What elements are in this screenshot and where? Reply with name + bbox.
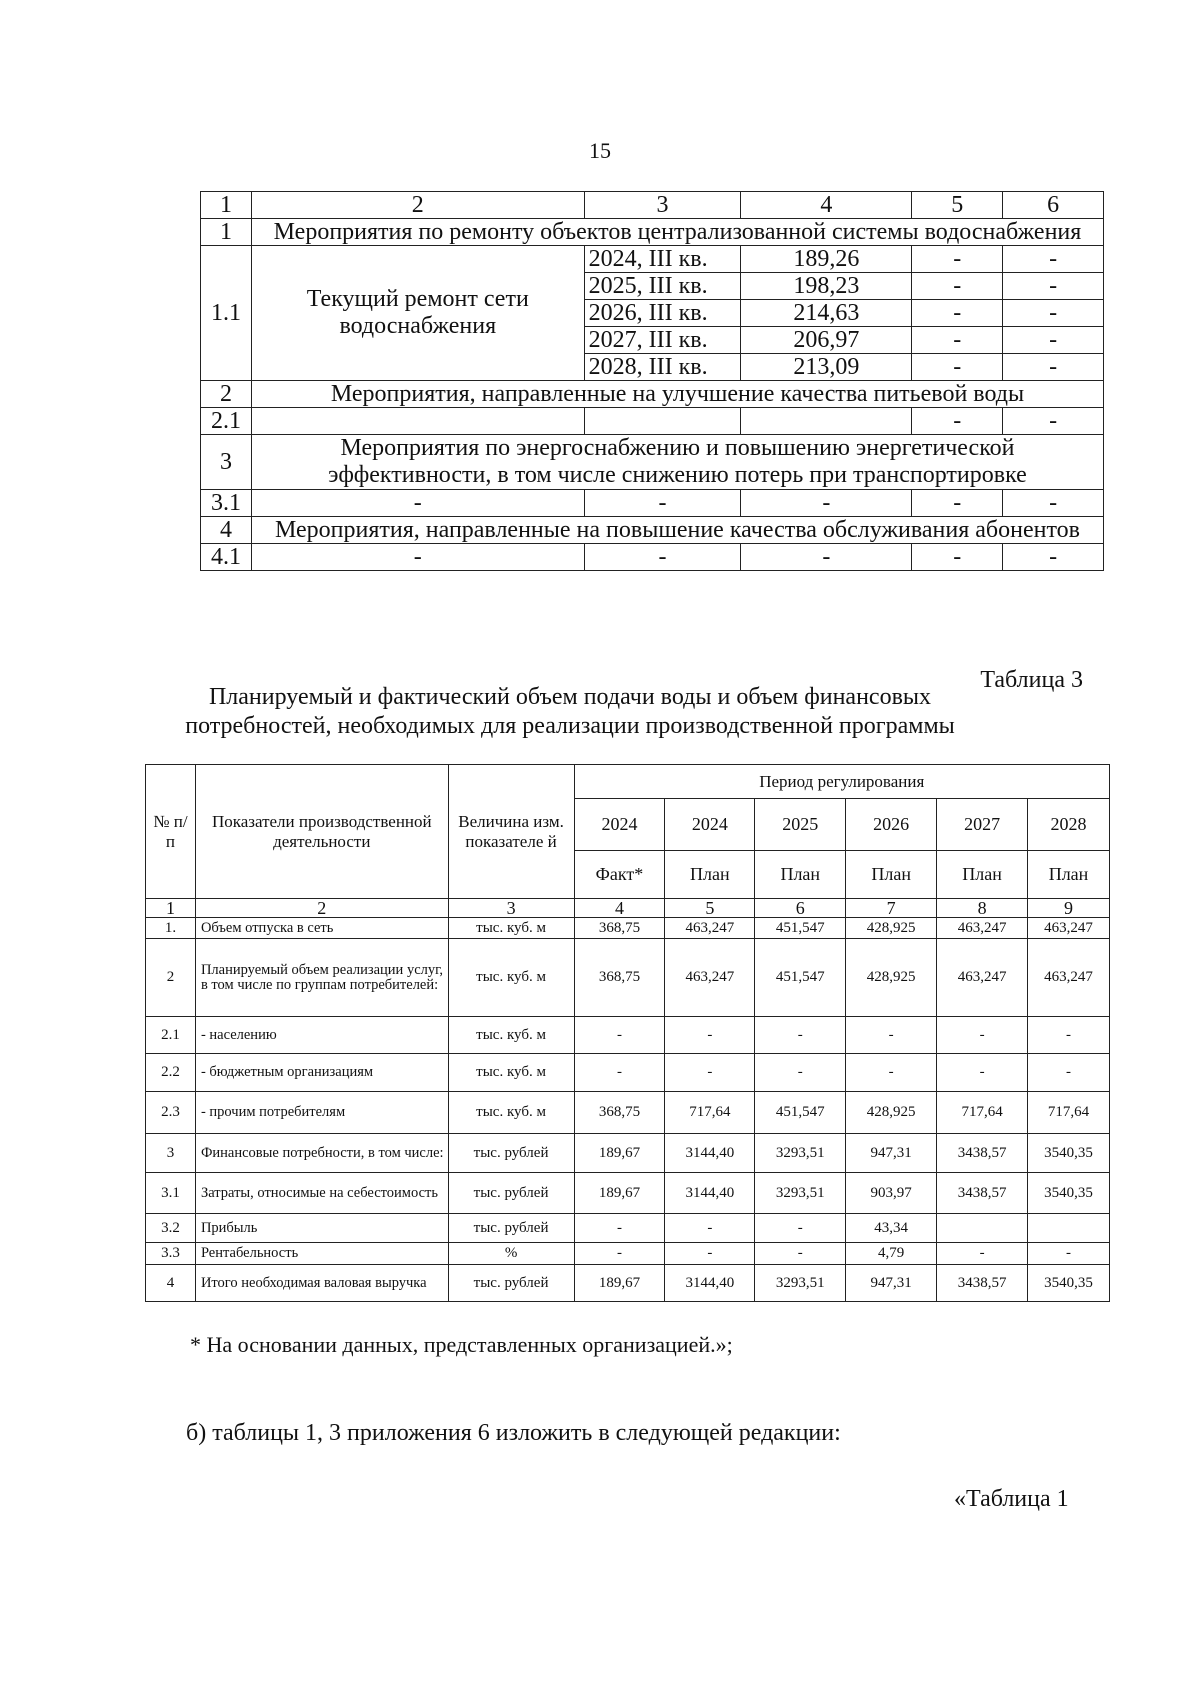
table-row [146, 1214, 1110, 1243]
dash-cell: - [1003, 300, 1104, 327]
type-cell: План [937, 851, 1028, 899]
row-indicator: Рентабельность [195, 1243, 448, 1265]
row-num: 2 [146, 939, 196, 1017]
header-period: Период регулирования [574, 765, 1109, 799]
value-cell: - [846, 1054, 937, 1092]
section-num: 1 [201, 219, 252, 246]
row-unit: тыс. куб. м [448, 918, 574, 939]
col-num-4: 4 [741, 192, 912, 219]
row-num: 2.1 [146, 1017, 196, 1054]
value-cell: 3144,40 [665, 1134, 755, 1173]
value-cell: 368,75 [574, 1092, 665, 1134]
dash-cell: - [584, 490, 741, 517]
value-cell: - [574, 1214, 665, 1243]
type-cell: Факт* [574, 851, 665, 899]
value-cell: 717,64 [937, 1092, 1028, 1134]
table-row [146, 1017, 1110, 1054]
value-cell: 428,925 [846, 918, 937, 939]
col-num: 1 [146, 899, 196, 918]
item-name: Текущий ремонт сети водоснабжения [251, 246, 584, 381]
value-cell: - [755, 1243, 846, 1265]
table-row [201, 408, 1104, 435]
row-num: 4 [146, 1265, 196, 1302]
footnote: * На основании данных, представленных организацией.»; [190, 1332, 733, 1357]
value-cell: 903,97 [846, 1173, 937, 1214]
dash-cell: - [1003, 273, 1104, 300]
col-num-5: 5 [912, 192, 1003, 219]
table-row [146, 1092, 1110, 1134]
row-num: 2.2 [146, 1054, 196, 1092]
section-row [201, 381, 1104, 408]
period-cell: 2027, III кв. [584, 327, 741, 354]
value-cell: 3540,35 [1028, 1134, 1110, 1173]
value-cell: 3144,40 [665, 1173, 755, 1214]
section-row [201, 435, 1104, 490]
section-num: 2 [201, 381, 252, 408]
dash-cell: - [251, 490, 584, 517]
value-cell: 451,547 [755, 918, 846, 939]
row-indicator: Прибыль [195, 1214, 448, 1243]
type-cell: План [1028, 851, 1110, 899]
header-unit: Величина изм. показателе й [448, 765, 574, 899]
row-indicator: Финансовые потребности, в том числе: [195, 1134, 448, 1173]
value-cell: 189,67 [574, 1265, 665, 1302]
dash-cell: - [584, 544, 741, 571]
table3-title: Планируемый и фактический объем подачи воды и объем финансовых потребностей, необходимых для реализации производственной программы [185, 684, 955, 739]
dash-cell: - [912, 544, 1003, 571]
value-cell: 3438,57 [937, 1173, 1028, 1214]
row-indicator: - населению [195, 1017, 448, 1054]
value-cell: - [1028, 1054, 1110, 1092]
value-cell: 428,925 [846, 939, 937, 1017]
empty-cell [584, 408, 741, 435]
value-cell: 428,925 [846, 1092, 937, 1134]
col-num-6: 6 [1003, 192, 1104, 219]
row-unit: тыс. рублей [448, 1214, 574, 1243]
table-row [146, 918, 1110, 939]
value-cell: 4,79 [846, 1243, 937, 1265]
row-num: 3.2 [146, 1214, 196, 1243]
table-row [201, 544, 1104, 571]
table-row [146, 939, 1110, 1017]
col-num-2: 2 [251, 192, 584, 219]
amount-cell: 198,23 [741, 273, 912, 300]
value-cell: 451,547 [755, 939, 846, 1017]
row-num: 1. [146, 918, 196, 939]
table-row [146, 1054, 1110, 1092]
dash-cell: - [912, 408, 1003, 435]
row-unit: тыс. куб. м [448, 939, 574, 1017]
value-cell: 463,247 [665, 939, 755, 1017]
year-cell: 2024 [665, 799, 755, 851]
value-cell: - [1028, 1243, 1110, 1265]
value-cell: 3438,57 [937, 1134, 1028, 1173]
section-title: Мероприятия, направленные на повышение качества обслуживания абонентов [251, 517, 1103, 544]
col-num-1: 1 [201, 192, 252, 219]
column-numbers-row [201, 192, 1104, 219]
value-cell: 717,64 [665, 1092, 755, 1134]
dash-cell: - [912, 354, 1003, 381]
table-row [146, 1134, 1110, 1173]
value-cell: - [574, 1054, 665, 1092]
value-cell: 463,247 [665, 918, 755, 939]
col-num: 7 [846, 899, 937, 918]
value-cell: 189,67 [574, 1134, 665, 1173]
row-indicator: Объем отпуска в сеть [195, 918, 448, 939]
section-num: 4 [201, 517, 252, 544]
table3-label: Таблица 3 [980, 667, 1083, 693]
value-cell: - [665, 1214, 755, 1243]
dash-cell: - [912, 490, 1003, 517]
row-indicator: Затраты, относимые на себестоимость [195, 1173, 448, 1214]
year-cell: 2027 [937, 799, 1028, 851]
value-cell: - [755, 1214, 846, 1243]
next-table-label: «Таблица 1 [954, 1486, 1069, 1512]
type-cell: План [846, 851, 937, 899]
type-cell: План [755, 851, 846, 899]
row-unit: тыс. рублей [448, 1265, 574, 1302]
section-row [201, 517, 1104, 544]
volume-finance-table [145, 764, 1110, 1302]
column-numbers-row [146, 899, 1110, 918]
value-cell: - [937, 1243, 1028, 1265]
row-unit: тыс. куб. м [448, 1017, 574, 1054]
col-num: 2 [195, 899, 448, 918]
value-cell: - [665, 1017, 755, 1054]
empty-cell [741, 408, 912, 435]
period-cell: 2026, III кв. [584, 300, 741, 327]
value-cell: 3293,51 [755, 1265, 846, 1302]
item-num: 3.1 [201, 490, 252, 517]
dash-cell: - [912, 327, 1003, 354]
table-row [146, 1265, 1110, 1302]
value-cell: 463,247 [1028, 918, 1110, 939]
section-num: 3 [201, 435, 252, 490]
value-cell: - [1028, 1017, 1110, 1054]
dash-cell: - [1003, 246, 1104, 273]
value-cell: 717,64 [1028, 1092, 1110, 1134]
amendment-instruction: б) таблицы 1, 3 приложения 6 изложить в следующей редакции: [186, 1420, 841, 1446]
section-title: Мероприятия по ремонту объектов централизованной системы водоснабжения [251, 219, 1103, 246]
value-cell: 3293,51 [755, 1173, 846, 1214]
header-num: № п/п [146, 765, 196, 899]
dash-cell: - [741, 544, 912, 571]
row-indicator: - бюджетным организациям [195, 1054, 448, 1092]
value-cell: - [665, 1243, 755, 1265]
value-cell: - [937, 1017, 1028, 1054]
year-cell: 2025 [755, 799, 846, 851]
section-title: Мероприятия, направленные на улучшение качества питьевой воды [251, 381, 1103, 408]
dash-cell: - [1003, 354, 1104, 381]
header-row [146, 765, 1110, 799]
item-num: 4.1 [201, 544, 252, 571]
year-cell: 2024 [574, 799, 665, 851]
empty-cell [251, 408, 584, 435]
col-num: 8 [937, 899, 1028, 918]
value-cell: 368,75 [574, 939, 665, 1017]
value-cell [937, 1214, 1028, 1243]
row-unit: тыс. рублей [448, 1134, 574, 1173]
value-cell: - [937, 1054, 1028, 1092]
value-cell: 3293,51 [755, 1134, 846, 1173]
row-unit: тыс. рублей [448, 1173, 574, 1214]
row-unit: тыс. куб. м [448, 1054, 574, 1092]
amount-cell: 214,63 [741, 300, 912, 327]
dash-cell: - [251, 544, 584, 571]
value-cell: 3438,57 [937, 1265, 1028, 1302]
row-unit: % [448, 1243, 574, 1265]
item-num: 1.1 [201, 246, 252, 381]
row-num: 3 [146, 1134, 196, 1173]
col-num: 5 [665, 899, 755, 918]
header-indicator: Показатели производственной деятельности [195, 765, 448, 899]
section-row [201, 219, 1104, 246]
col-num: 4 [574, 899, 665, 918]
value-cell: 3540,35 [1028, 1173, 1110, 1214]
value-cell: 368,75 [574, 918, 665, 939]
dash-cell: - [912, 246, 1003, 273]
value-cell: 451,547 [755, 1092, 846, 1134]
amount-cell: 213,09 [741, 354, 912, 381]
amount-cell: 189,26 [741, 246, 912, 273]
row-indicator: Планируемый объем реализации услуг, в том числе по группам потребителей: [195, 939, 448, 1017]
item-num: 2.1 [201, 408, 252, 435]
value-cell: 463,247 [937, 939, 1028, 1017]
dash-cell: - [1003, 408, 1104, 435]
table-row [146, 1173, 1110, 1214]
value-cell: - [755, 1054, 846, 1092]
value-cell: 189,67 [574, 1173, 665, 1214]
dash-cell: - [741, 490, 912, 517]
type-cell: План [665, 851, 755, 899]
value-cell: 463,247 [937, 918, 1028, 939]
row-indicator: - прочим потребителям [195, 1092, 448, 1134]
col-num-3: 3 [584, 192, 741, 219]
period-cell: 2024, III кв. [584, 246, 741, 273]
col-num: 9 [1028, 899, 1110, 918]
value-cell: - [755, 1017, 846, 1054]
row-num: 3.1 [146, 1173, 196, 1214]
row-unit: тыс. куб. м [448, 1092, 574, 1134]
value-cell [1028, 1214, 1110, 1243]
value-cell: 3144,40 [665, 1265, 755, 1302]
period-cell: 2025, III кв. [584, 273, 741, 300]
value-cell: 43,34 [846, 1214, 937, 1243]
row-num: 3.3 [146, 1243, 196, 1265]
period-cell: 2028, III кв. [584, 354, 741, 381]
dash-cell: - [1003, 327, 1104, 354]
value-cell: - [846, 1017, 937, 1054]
table-row [146, 1243, 1110, 1265]
dash-cell: - [912, 300, 1003, 327]
dash-cell: - [1003, 490, 1104, 517]
amount-cell: 206,97 [741, 327, 912, 354]
measures-table [200, 191, 1104, 571]
dash-cell: - [912, 273, 1003, 300]
value-cell: 3540,35 [1028, 1265, 1110, 1302]
value-cell: - [574, 1243, 665, 1265]
dash-cell: - [1003, 544, 1104, 571]
value-cell: 947,31 [846, 1265, 937, 1302]
value-cell: - [574, 1017, 665, 1054]
value-cell: 947,31 [846, 1134, 937, 1173]
col-num: 3 [448, 899, 574, 918]
col-num: 6 [755, 899, 846, 918]
table-row [201, 246, 1104, 273]
table-row [201, 490, 1104, 517]
year-cell: 2028 [1028, 799, 1110, 851]
value-cell: 463,247 [1028, 939, 1110, 1017]
page-number: 15 [589, 138, 611, 163]
section-title: Мероприятия по энергоснабжению и повышению энергетической эффективности, в том числе снижению потерь при транспортировке [251, 435, 1103, 490]
row-num: 2.3 [146, 1092, 196, 1134]
row-indicator: Итого необходимая валовая выручка [195, 1265, 448, 1302]
value-cell: - [665, 1054, 755, 1092]
year-cell: 2026 [846, 799, 937, 851]
